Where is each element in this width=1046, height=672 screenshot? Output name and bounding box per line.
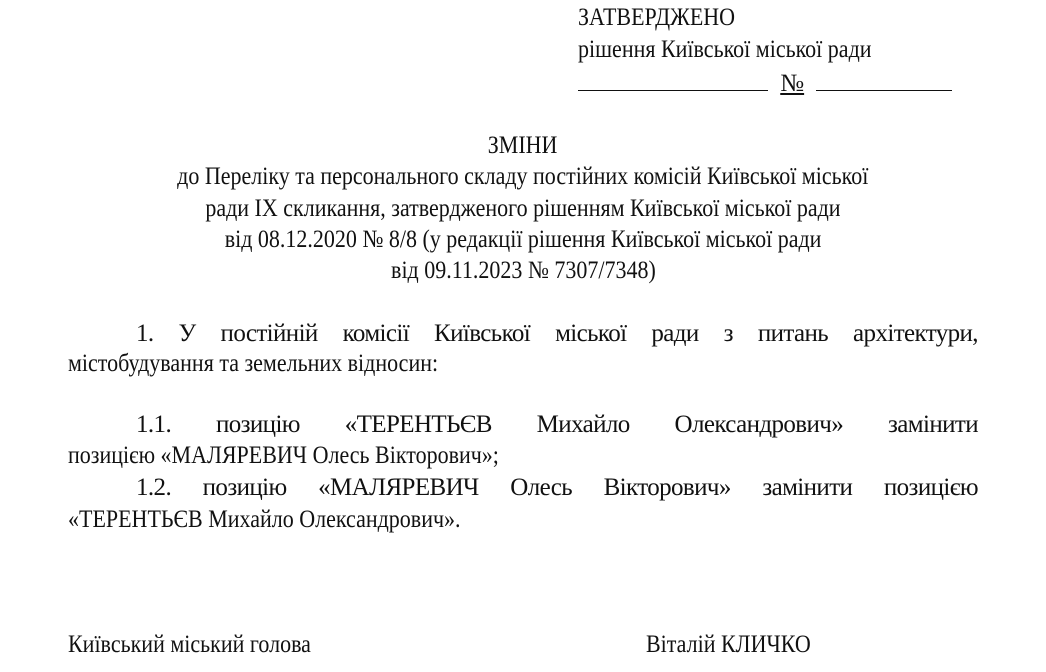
word: 1.2. [136, 474, 172, 501]
approval-number-line [578, 66, 952, 99]
item-1-line-1 [68, 319, 978, 349]
word: ради [651, 320, 699, 347]
item-1-1-line-2: позицією «МАЛЯРЕВИЧ Олесь Вікторович»; [68, 442, 499, 469]
word: позицією [883, 474, 978, 501]
word: замінити [887, 411, 978, 438]
title-heading: ЗМІНИ [488, 132, 558, 159]
word: «МАЛЯРЕВИЧ [318, 474, 479, 501]
item-1-1-words [68, 410, 978, 440]
word: міської [555, 320, 627, 347]
word: Олесь [510, 474, 573, 501]
title-subtitle-line-4: від 09.11.2023 № 7307/7348) [390, 257, 656, 284]
item-1-line-2: містобудування та земельних відносин: [68, 350, 439, 377]
signature-position: Київський міський голова [68, 631, 311, 658]
word: з [723, 320, 733, 347]
item-1-2-words [68, 473, 978, 503]
number-sign: № [780, 70, 805, 97]
signature-name: Віталій КЛИЧКО [646, 631, 811, 658]
word: замінити [762, 474, 853, 501]
word: позицію [202, 474, 287, 501]
word: питань [757, 320, 829, 347]
item-1-1-line-1 [68, 410, 978, 440]
word: Київської [434, 320, 531, 347]
word: комісії [342, 320, 410, 347]
number-blank [816, 66, 952, 91]
word: У [178, 320, 196, 347]
word: Вікторович» [603, 474, 731, 501]
item-1-words [68, 319, 978, 349]
word: постійній [220, 320, 318, 347]
item-1-2-line-2: «ТЕРЕНТЬЄВ Михайло Олександрович». [68, 506, 461, 533]
word: 1.1. [136, 411, 172, 438]
word: архітектури, [853, 320, 978, 347]
word: 1. [136, 320, 154, 347]
word: Михайло [536, 411, 630, 438]
title-subtitle-line-3: від 08.12.2020 № 8/8 (у редакції рішення Київської міської ради [224, 226, 822, 253]
title-subtitle-line-1: до Переліку та персонального складу постійних комісій Київської міської [177, 163, 869, 190]
approval-authority: рішення Київської міської ради [578, 36, 872, 63]
word: «ТЕРЕНТЬЄВ [344, 411, 492, 438]
date-blank [578, 66, 768, 91]
title-subtitle-line-2: ради IX скликання, затвердженого рішенням Київської міської ради [205, 195, 841, 222]
word: позицію [215, 411, 300, 438]
word: Олександрович» [674, 411, 844, 438]
item-1-2-line-1 [68, 473, 978, 503]
approval-status: ЗАТВЕРДЖЕНО [578, 4, 736, 31]
